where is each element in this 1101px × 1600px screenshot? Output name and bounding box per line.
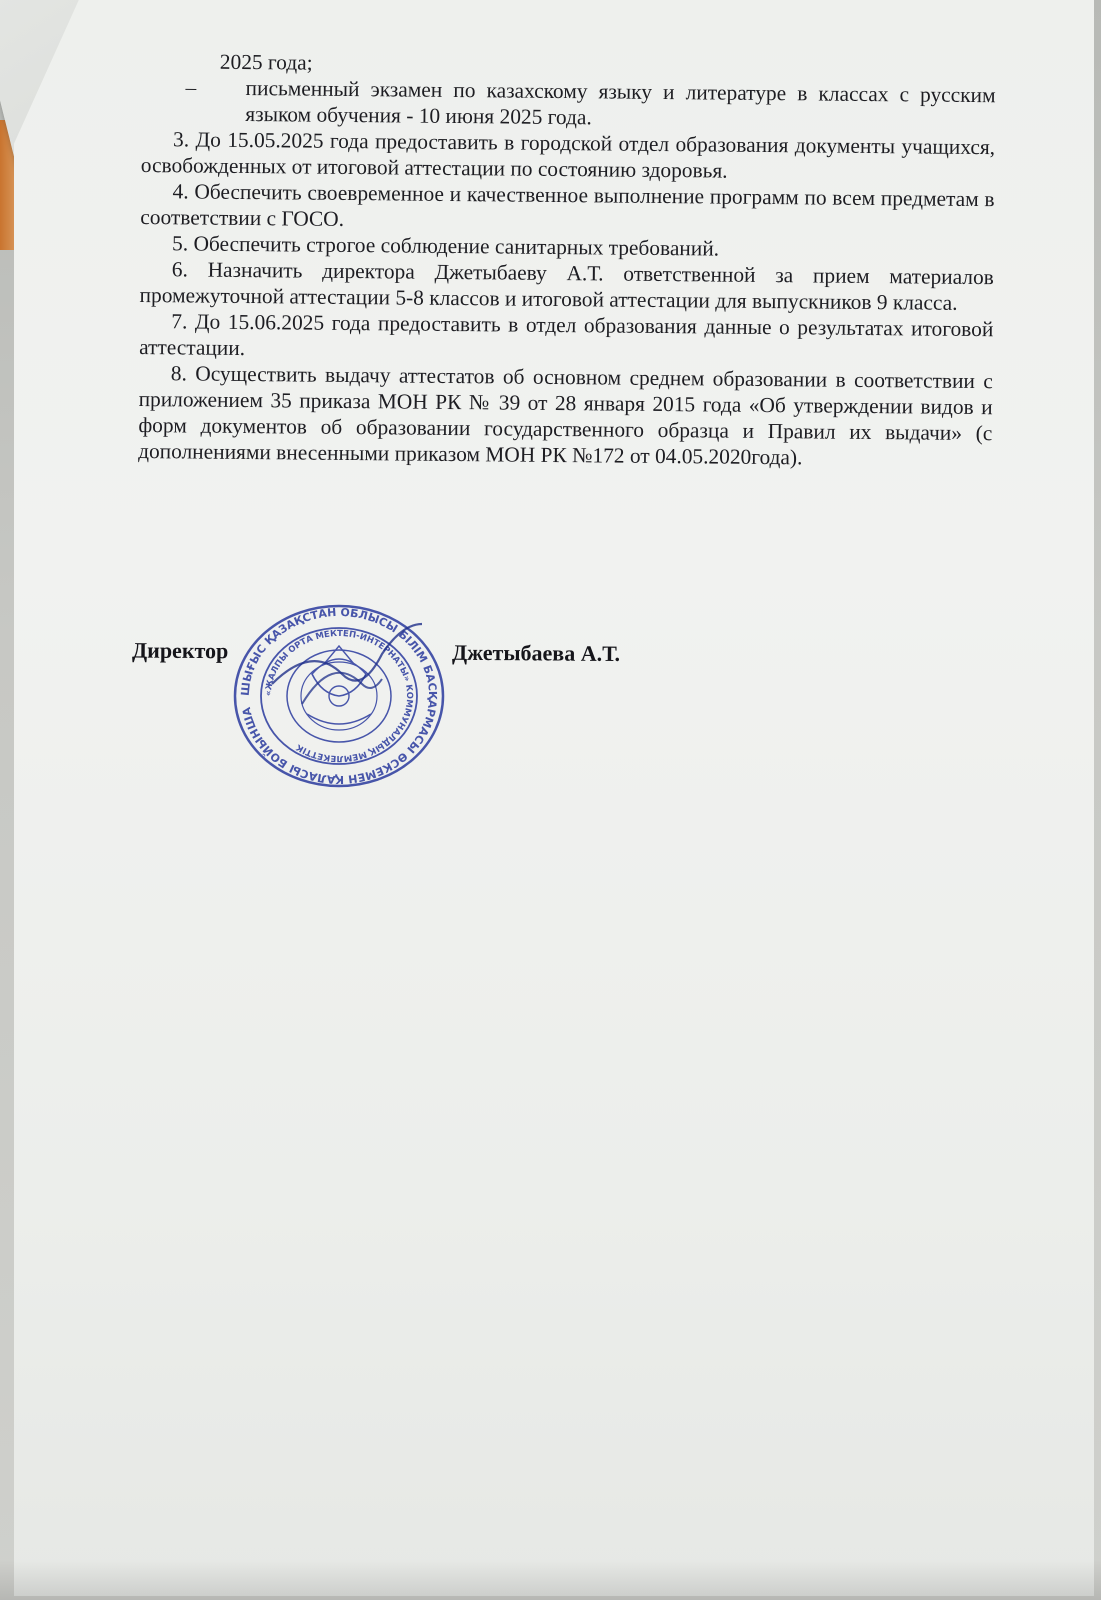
dash-marker: – (185, 75, 197, 100)
signer-name: Джетыбаева А.Т. (451, 639, 621, 666)
dash-item-text: письменный экзамен по казахскому языку и литературе в классах с русским языком обучения - 10 июня 2025 года. (245, 75, 996, 130)
list-item-4: 4. Обеспечить своевременное и качественное выполнение программ по всем предметам в соответствии с ГОСО. (140, 179, 995, 231)
continuation-line: 2025 года; (219, 49, 313, 75)
signer-title: Директор (131, 637, 229, 664)
list-item-5: 5. Обеспечить строгое соблюдение санитарных требований. (172, 231, 720, 261)
dash-list-item (141, 74, 995, 134)
list-item-8: 8. Осуществить выдачу аттестатов об основном среднем образовании в соответствии с приложением 35 приказа МОН РК № 39 от 28 января 2015 года «Об утверждении видов и форм документов об образовании государственного образца и Правил их выдачи» (с дополнениями внесенными приказом МОН РК №172 от 04.05.2020года). (138, 361, 993, 470)
signature-line (132, 638, 832, 683)
stamp-outer-text: ШЫҒЫС ҚАЗАҚСТАН ОБЛЫСЫ БІЛІМ БАСҚАРМАСЫ ӨСКЕМЕН ҚАЛАСЫ БОЙЫНША (238, 605, 440, 787)
document-body (138, 48, 996, 472)
stamp-inner-text: «ЖАЛПЫ ОРТА МЕКТЕП-ИНТЕРНАТЫ» КОММУНАЛДЫҚ МЕМЛЕКЕТТІК (263, 628, 415, 764)
list-item-7: 7. До 15.06.2025 года предоставить в отдел образования данные о результатах итоговой аттестации. (139, 309, 994, 361)
official-stamp (232, 604, 446, 788)
list-item-3: 3. До 15.05.2025 года предоставить в городской отдел образования документы учащихся, освобожденных от итоговой аттестации по состоянию здоровья. (140, 127, 996, 183)
list-item-6: 6. Назначить директора Джетыбаеву А.Т. ответственной за прием материалов промежуточной аттестации 5-8 классов и итоговой аттестации для выпускников 9 класса. (139, 257, 994, 315)
page-bottom-shadow (0, 1560, 1101, 1600)
